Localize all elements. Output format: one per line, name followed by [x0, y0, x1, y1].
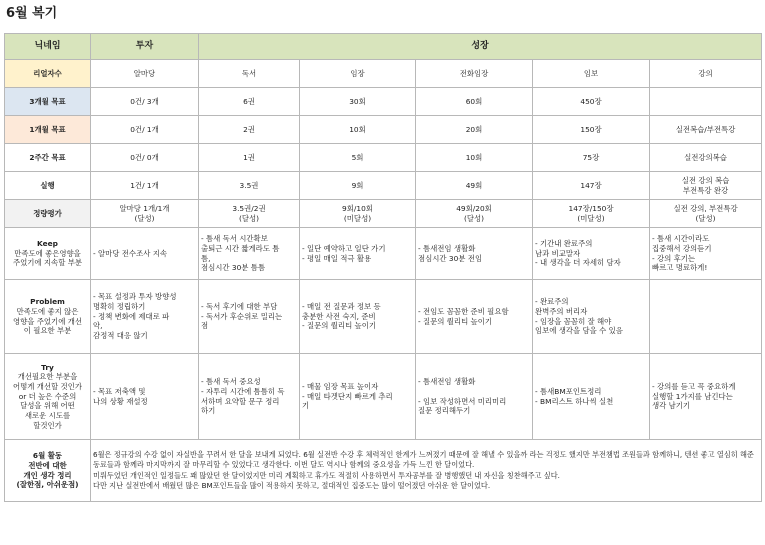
table-cell: 150장	[533, 116, 650, 144]
table-cell: 3.5권	[199, 172, 300, 200]
page-title: 6월 복기	[6, 6, 58, 21]
table-cell: - 강의를 듣고 꼭 중요하게 실행할 1가지를 남긴다는 생각 남기기	[650, 354, 762, 440]
table-cell: 10회	[300, 116, 416, 144]
row-label: 3개월 목표	[5, 88, 91, 116]
keep-label	[5, 228, 91, 280]
summary-label-line: 개인 생각 정리	[23, 470, 72, 480]
keep-description: 만족도에 좋은영향을 주었기에 지속할 부분	[13, 248, 82, 268]
table-cell: 0건/ 3개	[91, 88, 199, 116]
table-cell: - 전임도 꼼꼼한 준비 필요함 - 질문의 퀄리티 높이기	[416, 280, 533, 354]
problem-heading: Problem	[30, 297, 65, 307]
table-row	[5, 60, 762, 88]
table-cell: 20회	[416, 116, 533, 144]
table-cell: 독서	[199, 60, 300, 88]
problem-description: 만족도에 좋지 않은 영향을 주었기에 개선 이 필요한 부분	[13, 306, 82, 336]
summary-label-line: (잘한점, 아쉬운점)	[16, 480, 79, 490]
table-cell: 임보	[533, 60, 650, 88]
table-cell: 1권	[199, 144, 300, 172]
table-cell: - 틈새전임 생활화 점심시간 30분 전임	[416, 228, 533, 280]
table-cell: 강의	[650, 60, 762, 88]
row-label: 2주간 목표	[5, 144, 91, 172]
table-cell: 실전 강의 복습 부전특강 완강	[650, 172, 762, 200]
table-row	[5, 144, 762, 172]
table-cell: - 완료주의 완벽주의 버리자 - 임장을 꼼꼼히 잘 해야 임보에 생각을 담을 수 있음	[533, 280, 650, 354]
table-cell: 알마당	[91, 60, 199, 88]
summary-text: 6월은 정규강의 수강 없이 자실반을 꾸려서 한 달을 보내게 되었다. 6월 실전반 수강 후 체력적인 한계가 느껴졌기 때문에 잘 해낼 수 있을까 라는 걱정도 했지만 부전챔법 조원들과 함께하니, 텐션 좋고 열심히 해준 동료들과 함께라 마지막까지 잘 마무리할 수 있었다고 생각한다. 이번 달도 역시나 함께의 중요성을 가득 느낀 한 달이었다. 미뤄두었던 개인적인 일정들도 꽤 많았던 한 달이었지만 미리 계획하고 휴가도 적절히 사용하면서 투자공부를 잘 병행했던 내 자신을 칭찬해주고 싶다. 다만 지난 실전반에서 배웠던 많은 BM포인트들을 많이 적용하지 못하고, 절대적인 집중도는 많이 떨어졌던 아쉬운 한 달이었다.	[91, 440, 762, 502]
table-cell: - 알마당 전수조사 지속	[91, 228, 199, 280]
table-cell: - 틈새 시간이라도 집중해서 강의듣기 - 강의 후기는 빠르고 명료하게!	[650, 228, 762, 280]
table-row	[5, 116, 762, 144]
table-cell: 2권	[199, 116, 300, 144]
table-cell: 임장	[300, 60, 416, 88]
summary-label-line: 전반에 대한	[28, 460, 67, 470]
header-nickname: 닉네임	[5, 34, 91, 60]
header-invest: 투자	[91, 34, 199, 60]
table-cell: 49회	[416, 172, 533, 200]
summary-label	[5, 440, 91, 502]
table-cell: - 틈새 독서 시간확보 출퇴근 시간 짧게라도 틈 틈, 점심시간 30분 틈틈	[199, 228, 300, 280]
table-cell: 알마당 1개/1개 (달성)	[91, 200, 199, 228]
problem-label	[5, 280, 91, 354]
table-cell: 0건/ 0개	[91, 144, 199, 172]
table-cell	[650, 280, 762, 354]
keep-heading: Keep	[37, 239, 58, 249]
table-cell	[650, 88, 762, 116]
summary-label-line: 6월 활동	[32, 451, 63, 461]
table-cell: - 목표 저축액 및 나의 상황 재설정	[91, 354, 199, 440]
table-cell: 9회/10회 (미달성)	[300, 200, 416, 228]
table-cell: 실전강의복습	[650, 144, 762, 172]
table-cell: - 틈새BM포인트정리 - BM리스트 하나씩 실천	[533, 354, 650, 440]
table-cell: 3.5권/2권 (달성)	[199, 200, 300, 228]
table-cell: - 목표 설정과 투자 방향성 명확히 정립하기 - 정책 변화에 제대로 파 악, 감정적 대응 않기	[91, 280, 199, 354]
table-row	[5, 280, 762, 354]
row-label: 1개월 목표	[5, 116, 91, 144]
table-row	[5, 228, 762, 280]
table-cell: 147장/150장 (미달성)	[533, 200, 650, 228]
table-cell: 실전복습/부전특강	[650, 116, 762, 144]
table-cell: 60회	[416, 88, 533, 116]
table-cell: 실전 강의, 부전특강 (달성)	[650, 200, 762, 228]
row-label: 실행	[5, 172, 91, 200]
table-cell: - 매물 임장 목표 높이자 - 매일 타겟단지 빠르게 추리 기	[300, 354, 416, 440]
row-label: 리얼자수	[5, 60, 91, 88]
table-cell: 49회/20회 (달성)	[416, 200, 533, 228]
row-label: 정량평가	[5, 200, 91, 228]
table-cell: 10회	[416, 144, 533, 172]
table-cell: 전화임장	[416, 60, 533, 88]
table-row	[5, 172, 762, 200]
table-cell: - 틈새 독서 중요성 - 자투리 시간에 틈틈히 독 서하며 요약할 문구 정리 하기	[199, 354, 300, 440]
table-cell: - 독서 후기에 대한 부담 - 독서가 후순위로 밀리는 점	[199, 280, 300, 354]
table-row	[5, 440, 762, 502]
table-row	[5, 200, 762, 228]
table-cell: - 매일 전 질문과 정보 등 충분한 사전 숙지, 준비 - 질문의 퀄리티 높이기	[300, 280, 416, 354]
table-cell: 1건/ 1개	[91, 172, 199, 200]
table-cell: 0건/ 1개	[91, 116, 199, 144]
header-row	[5, 34, 762, 60]
table-cell: 9회	[300, 172, 416, 200]
header-growth: 성장	[199, 34, 762, 60]
table-cell: 450장	[533, 88, 650, 116]
table-cell: 75장	[533, 144, 650, 172]
table-cell: - 틈새전임 생활화 - 임보 작성하면서 미리미리 질문 정리해두기	[416, 354, 533, 440]
table-row	[5, 88, 762, 116]
table-cell: 30회	[300, 88, 416, 116]
table-cell: 147장	[533, 172, 650, 200]
review-table	[4, 33, 762, 502]
try-heading: Try	[41, 362, 54, 372]
try-description: 개선필요한 부분을 어떻게 개선할 것인가 or 더 높은 수준의 달성을 위해 어떤 새로운 시도를 할것인가	[13, 372, 82, 430]
table-cell: - 일단 예약하고 일단 가기 - 평일 매일 적극 활용	[300, 228, 416, 280]
try-label	[5, 354, 91, 440]
table-row	[5, 354, 762, 440]
table-cell: 6권	[199, 88, 300, 116]
table-cell: - 기간내 완료주의 남과 비교말자 - 내 생각을 더 자세히 담자	[533, 228, 650, 280]
table-cell: 5회	[300, 144, 416, 172]
